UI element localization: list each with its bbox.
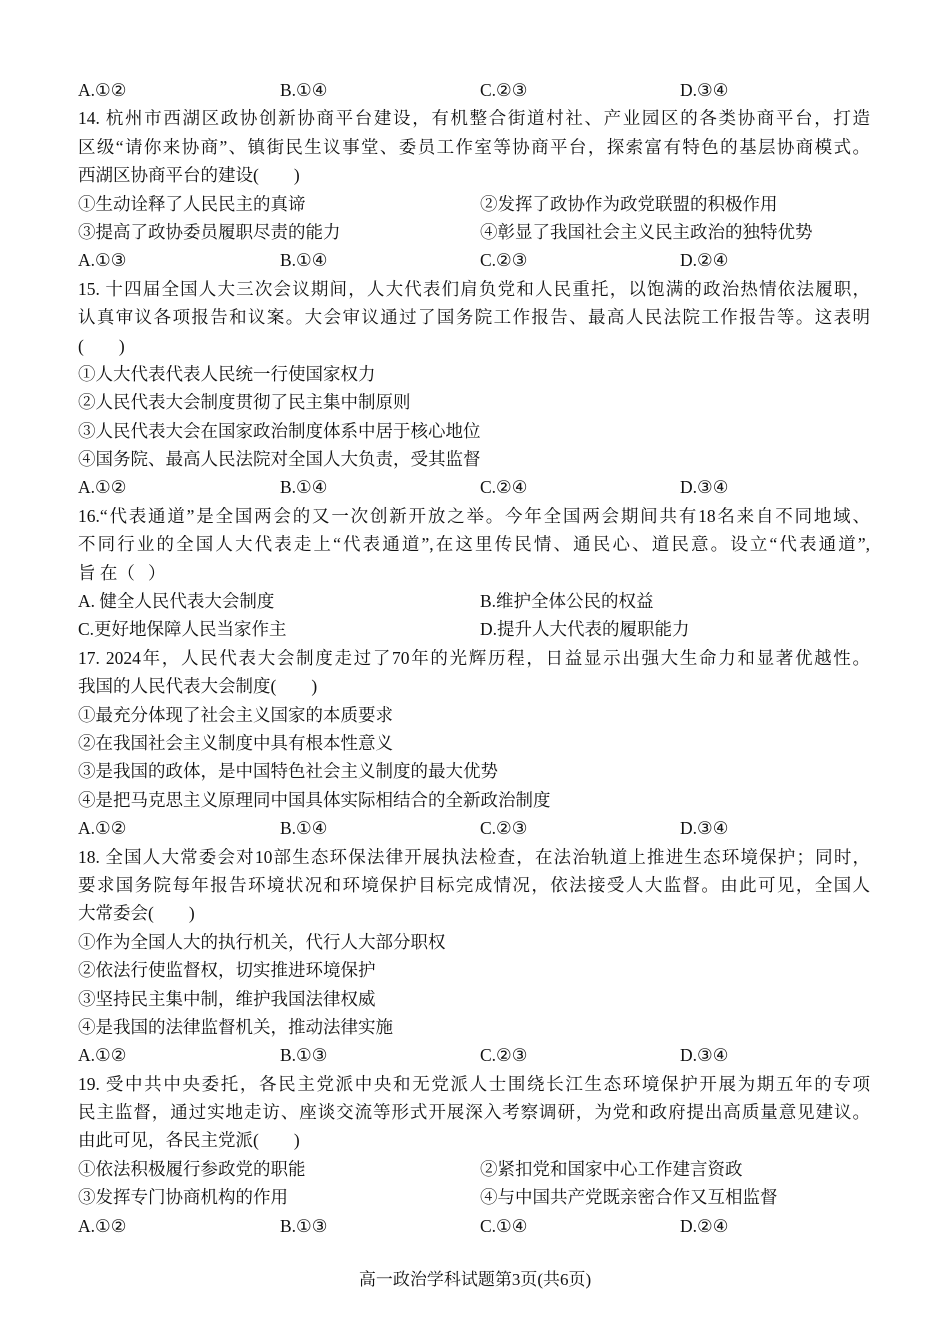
question-stem-line: 由此可见，各民主党派( ): [78, 1130, 300, 1151]
statement-row: [78, 1155, 870, 1183]
statement-1: ①依法积极履行参政党的职能: [78, 1158, 306, 1179]
statement-row: [78, 190, 870, 218]
answer-option-c: C.②③: [480, 818, 528, 839]
choice-a: A. 健全人民代表大会制度: [78, 591, 275, 612]
choice-row: [78, 587, 870, 615]
answer-option-a: A.①②: [78, 80, 127, 100]
answer-option-d: D.②④: [680, 250, 729, 271]
page-footer: 高一政治学科试题第3页(共6页): [358, 1270, 592, 1289]
prev-question-answers: [78, 76, 870, 104]
question-stem-line: 要求国务院每年报告环境状况和环境保护目标完成情况，依法接受人大监督。由此可见，全国人: [78, 874, 870, 895]
answer-option-d: D.③④: [680, 80, 729, 100]
statement-4: ④是我国的法律监督机关，推动法律实施: [78, 1016, 393, 1037]
statement-2: ②依法行使监督权，切实推进环境保护: [78, 960, 376, 981]
answer-option-a: A.①②: [78, 818, 127, 839]
choice-c: C.更好地保障人民当家作主: [78, 619, 287, 640]
question-stem-line: 大常委会( ): [78, 903, 195, 924]
statement-row: [78, 1183, 870, 1211]
answer-option-a: A.①②: [78, 477, 127, 498]
answer-option-c: C.②③: [480, 80, 528, 100]
answer-option-b: B.①④: [280, 477, 328, 498]
statement-4: ④是把马克思主义原理同中国具体实际相结合的全新政治制度: [78, 789, 551, 810]
answer-option-a: A.①②: [78, 1045, 127, 1066]
question-stem-line: 我国的人民代表大会制度( ): [78, 676, 318, 697]
answer-option-b: B.①④: [280, 80, 328, 100]
question-stem-line: 19. 受中共中央委托，各民主党派中央和无党派人士围绕长江生态环境保护开展为期五年的专项: [78, 1073, 870, 1094]
choice-b: B.维护全体公民的权益: [480, 591, 654, 612]
statement-1: ①作为全国人大的执行机关，代行人大部分职权: [78, 931, 446, 952]
question-stem-line: 17. 2024年，人民代表大会制度走过了70年的光辉历程，日益显示出强大生命力和显著优越性。: [78, 647, 870, 668]
statement-1: ①生动诠释了人民民主的真谛: [78, 193, 306, 214]
statement-2: ②紧扣党和国家中心工作建言资政: [480, 1158, 743, 1179]
answer-options: [78, 473, 870, 501]
answer-option-d: D.③④: [680, 818, 729, 839]
answer-option-d: D.②④: [680, 1215, 729, 1236]
answer-option-b: B.①③: [280, 1045, 328, 1066]
statement-3: ③提高了政协委员履职尽责的能力: [78, 221, 341, 242]
question-stem-line: 不同行业的全国人大代表走上“代表通道”,在这里传民情、通民心、道民意。设立“代表通道”,: [78, 534, 870, 555]
choice-d: D.提升人大代表的履职能力: [480, 619, 690, 640]
question-stem-line: 认真审议各项报告和议案。大会审议通过了国务院工作报告、最高人民法院工作报告等。这表明: [78, 307, 870, 328]
statement-4: ④彰显了我国社会主义民主政治的独特优势: [480, 221, 813, 242]
question-14: [78, 104, 870, 274]
answer-options: [78, 814, 870, 842]
question-stem-line: 15. 十四届全国人大三次会议期间，人大代表们肩负党和人民重托，以饱满的政治热情依法履职，: [78, 278, 870, 299]
statement-3: ③坚持民主集中制，维护我国法律权威: [78, 988, 376, 1009]
answer-option-b: B.①④: [280, 250, 328, 271]
question-stem-line: 西湖区协商平台的建设( ): [78, 165, 300, 186]
answer-options: [78, 1212, 870, 1240]
question-stem-line: 区级“请你来协商”、镇街民生议事堂、委员工作室等协商平台，探索富有特色的基层协商模式。: [78, 136, 870, 157]
answer-option-d: D.③④: [680, 1045, 729, 1066]
answer-option-c: C.②④: [480, 477, 528, 498]
statement-2: ②发挥了政协作为政党联盟的积极作用: [480, 193, 778, 214]
answer-option-d: D.③④: [680, 477, 729, 498]
answer-option-c: C.②③: [480, 250, 528, 271]
statement-1: ①最充分体现了社会主义国家的本质要求: [78, 704, 393, 725]
question-15: [78, 275, 870, 502]
statement-3: ③发挥专门协商机构的作用: [78, 1187, 288, 1208]
answer-option-b: B.①④: [280, 818, 328, 839]
question-19: [78, 1070, 870, 1240]
question-16: [78, 502, 870, 644]
question-stem-line: 14. 杭州市西湖区政协创新协商平台建设，有机整合街道村社、产业园区的各类协商平台，打造: [78, 108, 870, 129]
answer-option-a: A.①③: [78, 250, 127, 271]
question-18: [78, 843, 870, 1070]
question-stem-line: 旨 在（ ）: [78, 562, 166, 583]
statement-3: ③人民代表大会在国家政治制度体系中居于核心地位: [78, 420, 481, 441]
answer-options: [78, 1041, 870, 1069]
question-stem-line: 16.“代表通道”是全国两会的又一次创新开放之举。今年全国两会期间共有18名来自不同地域、: [78, 505, 870, 526]
page-content: [78, 76, 870, 1240]
answer-option-b: B.①③: [280, 1215, 328, 1236]
choice-row: [78, 615, 870, 643]
question-stem-line: 民主监督，通过实地走访、座谈交流等形式开展深入考察调研，为党和政府提出高质量意见建议。: [78, 1102, 870, 1123]
statement-3: ③是我国的政体，是中国特色社会主义制度的最大优势: [78, 761, 498, 782]
question-17: [78, 644, 870, 843]
statement-2: ②人民代表大会制度贯彻了民主集中制原则: [78, 392, 411, 413]
question-stem-line: 18. 全国人大常委会对10部生态环保法律开展执法检查，在法治轨道上推进生态环境保护；同时，: [78, 846, 870, 867]
statement-4: ④国务院、最高人民法院对全国人大负责，受其监督: [78, 449, 481, 470]
statement-row: [78, 218, 870, 246]
answer-options: [78, 246, 870, 274]
answer-option-c: C.①④: [480, 1215, 528, 1236]
answer-option-a: A.①②: [78, 1215, 127, 1236]
statement-2: ②在我国社会主义制度中具有根本性意义: [78, 732, 393, 753]
question-stem-line: ( ): [78, 335, 125, 356]
statement-4: ④与中国共产党既亲密合作又互相监督: [480, 1187, 778, 1208]
statement-1: ①人大代表代表人民统一行使国家权力: [78, 363, 376, 384]
answer-option-c: C.②③: [480, 1045, 528, 1066]
